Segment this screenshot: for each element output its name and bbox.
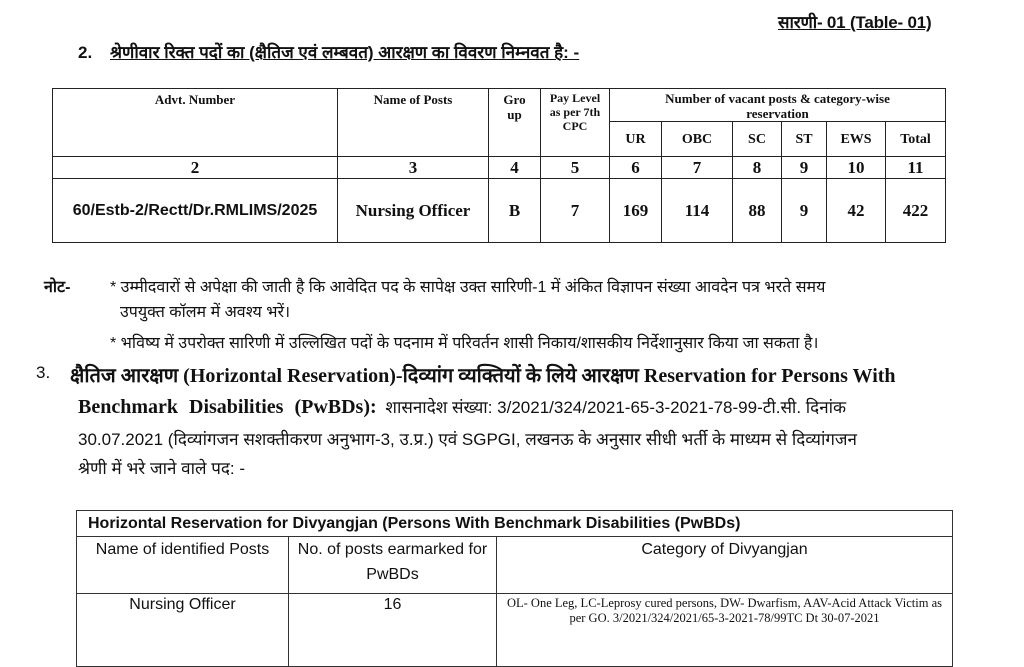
header-st: ST [782, 122, 827, 157]
column-number-row [53, 157, 946, 179]
vacancy-table [52, 88, 946, 243]
cell-post-name: Nursing Officer [338, 179, 489, 243]
section-2-heading [78, 40, 579, 63]
cell-posts-earmarked: 16 [289, 594, 497, 667]
section-3-order-ref: शासनादेश संख्या: 3/2021/324/2021-65-3-2021-78-99-टी.सी. दिनांक [385, 398, 847, 417]
header-category-divyangjan: Category of Divyangjan [497, 537, 953, 594]
cell-pay-level: 7 [541, 179, 610, 243]
section-3-line-3: 30.07.2021 (दिव्यांगजन सशक्तीकरण अनुभाग-3, उ.प्र.) एवं SGPGI, लखनऊ के अनुसार सीधी भर्ती के माध्यम से दिव्यांगजन [78, 430, 857, 449]
cell-total: 422 [886, 179, 946, 243]
cell-category-divyangjan: OL- One Leg, LC-Leprosy cured persons, DW- Dwarfism, AAV-Acid Attack Victim as per GO. 3/2021/324/2021/65-3-2021-78/99TC Dt 30-07-2021 [497, 594, 953, 667]
cell-group: B [489, 179, 541, 243]
header-sc: SC [733, 122, 782, 157]
table-row [77, 594, 953, 667]
section-2-title: श्रेणीवार रिक्त पदों का (क्षैतिज एवं लम्बवत) आरक्षण का विवरण निम्नवत है: - [110, 43, 580, 62]
header-ews: EWS [827, 122, 886, 157]
header-advt-number: Advt. Number [53, 89, 338, 157]
column-number: 3 [338, 157, 489, 179]
section-3-heading: क्षैतिज आरक्षण (Horizontal Reservation)-दिव्यांग व्यक्तियों के लिये आरक्षण Reservation for Persons With [70, 365, 896, 387]
note-line-2: उपयुक्त कॉलम में अवश्य भरें। [120, 304, 291, 321]
column-number: 11 [886, 157, 946, 179]
section-3-line-2 [78, 395, 846, 419]
column-number: 8 [733, 157, 782, 179]
pwbd-reservation-table [76, 510, 953, 667]
column-number: 6 [610, 157, 662, 179]
note-line-3: * भविष्य में उपरोक्त सारिणी में उल्लिखित पदों के पदनाम में परिवर्तन शासी निकाय/शासकीय निर्देशानुसार किया जा सकता है। [110, 335, 819, 352]
column-number: 2 [53, 157, 338, 179]
column-number: 7 [662, 157, 733, 179]
header-name-of-posts: Name of Posts [338, 89, 489, 157]
note-label: नोट- [44, 279, 71, 296]
column-number: 5 [541, 157, 610, 179]
cell-ur: 169 [610, 179, 662, 243]
header-total: Total [886, 122, 946, 157]
section-3-line-4: श्रेणी में भरे जाने वाले पद: - [78, 459, 246, 478]
cell-st: 9 [782, 179, 827, 243]
header-ur: UR [610, 122, 662, 157]
header-obc: OBC [662, 122, 733, 157]
column-number: 4 [489, 157, 541, 179]
cell-ews: 42 [827, 179, 886, 243]
table-reference-label: सारणी- 01 (Table- 01) [778, 13, 932, 32]
cell-sc: 88 [733, 179, 782, 243]
section-2-number: 2. [78, 43, 93, 62]
cell-obc: 114 [662, 179, 733, 243]
cell-advt-number: 60/Estb-2/Rectt/Dr.RMLIMS/2025 [53, 179, 338, 243]
table-row [53, 179, 946, 243]
header-identified-posts: Name of identified Posts [77, 537, 289, 594]
header-group: Gro up [489, 89, 541, 157]
column-number: 9 [782, 157, 827, 179]
pwbd-table-title: Horizontal Reservation for Divyangjan (Persons With Benchmark Disabilities (PwBDs) [77, 511, 953, 537]
section-3-number: 3. [36, 363, 51, 382]
header-pay-level: Pay Level as per 7th CPC [541, 89, 610, 157]
note-line-1: * उम्मीदवारों से अपेक्षा की जाती है कि आवेदित पद के सापेक्ष उक्त सारिणी-1 में अंकित विज्ञापन संख्या आवदेन पत्र भरते समय [110, 279, 826, 296]
header-posts-earmarked: No. of posts earmarked for PwBDs [289, 537, 497, 594]
column-number: 10 [827, 157, 886, 179]
cell-identified-post: Nursing Officer [77, 594, 289, 667]
section-3-heading-cont: Benchmark Disabilities (PwBDs): [78, 396, 377, 418]
header-vacant-posts: Number of vacant posts & category-wise reservation [610, 89, 946, 122]
